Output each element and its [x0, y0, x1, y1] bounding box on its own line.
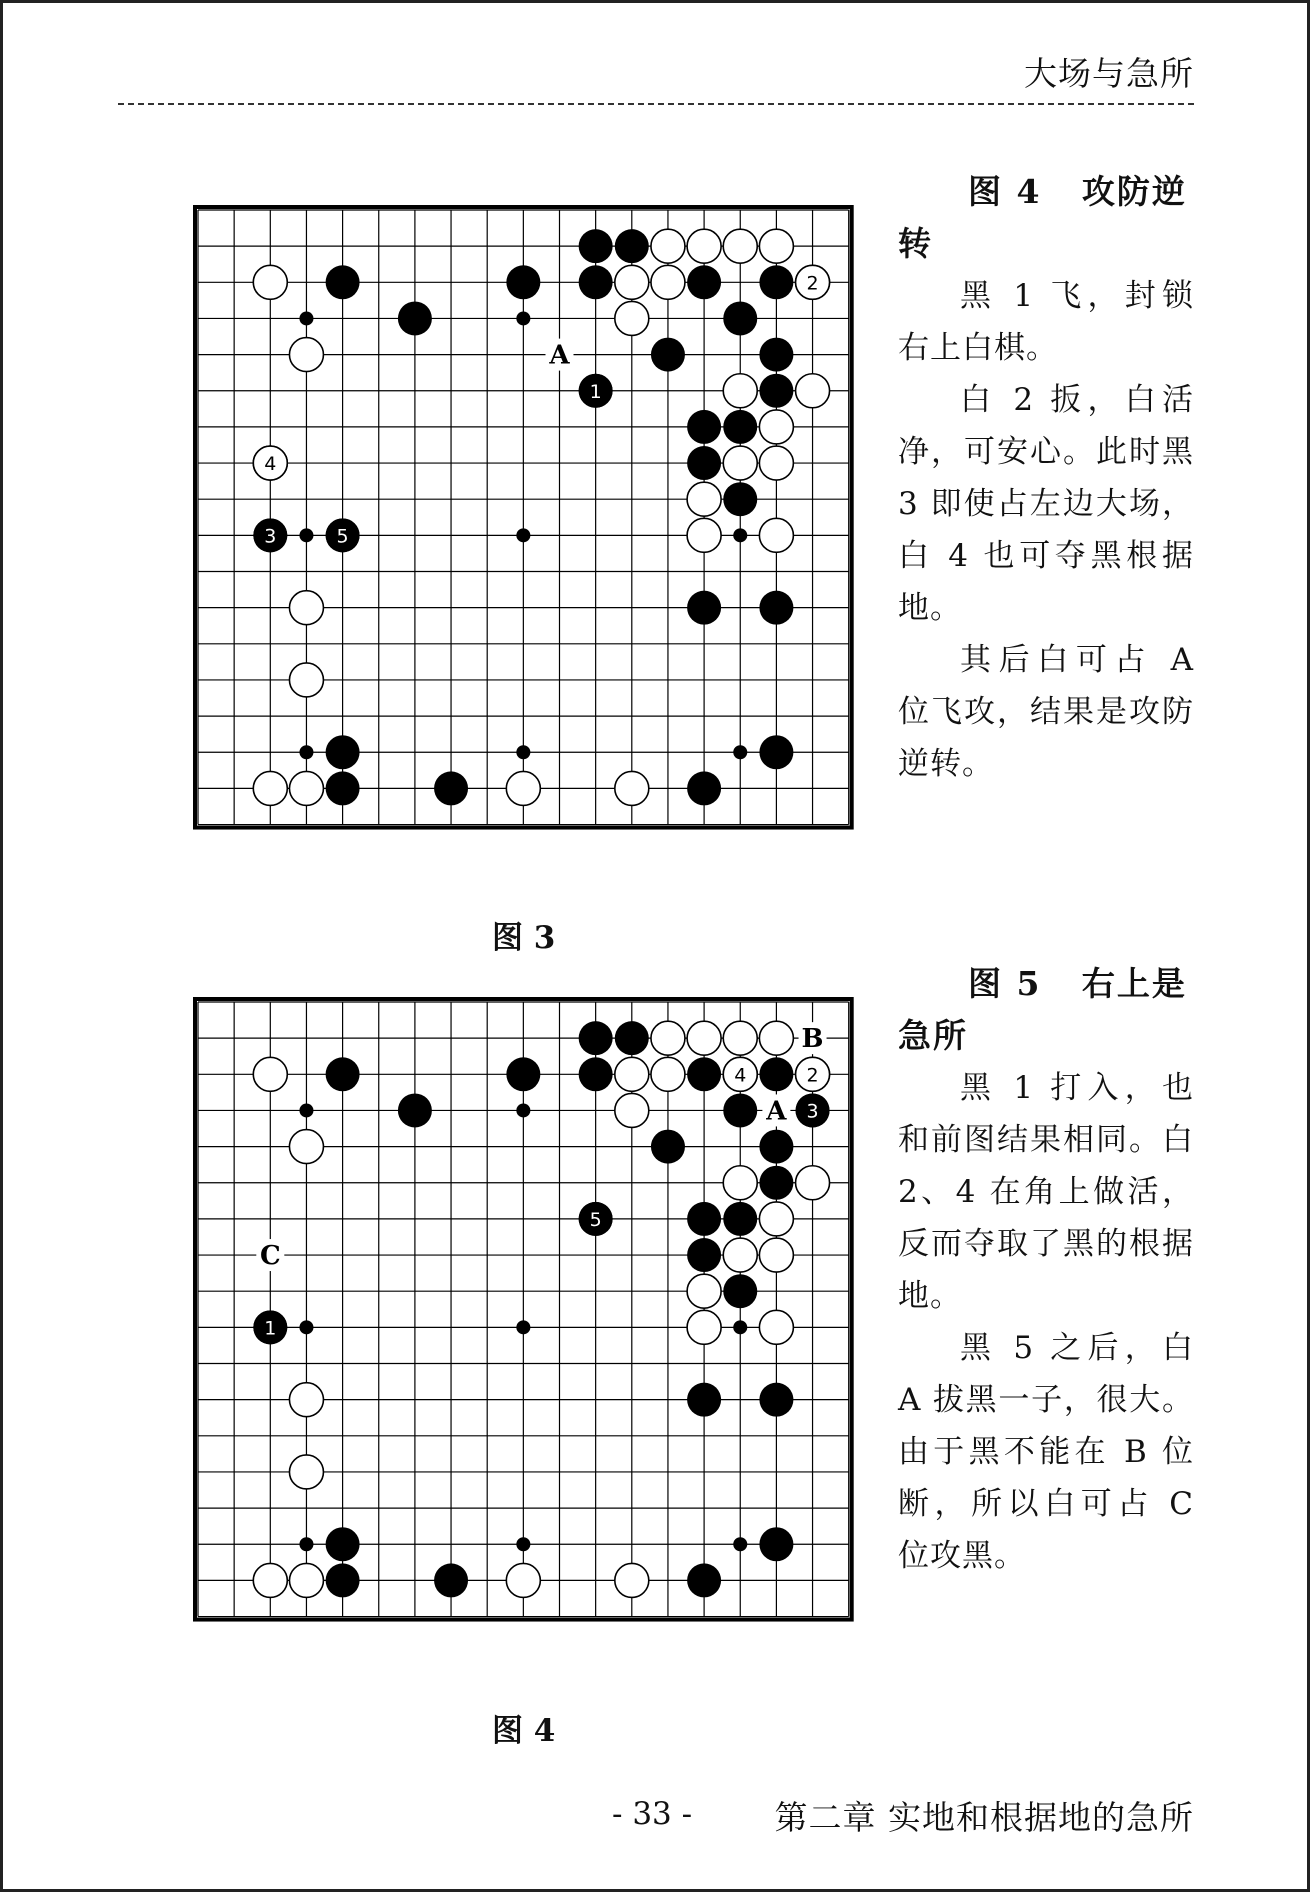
black-stone [615, 229, 649, 263]
black-stone [687, 1057, 721, 1091]
white-stone [759, 1238, 793, 1272]
black-stone [759, 265, 793, 299]
black-stone [434, 1563, 468, 1597]
position-mark: B [801, 1024, 824, 1055]
commentary-heading [898, 958, 1194, 1062]
white-stone [615, 1057, 649, 1091]
white-stone [289, 663, 323, 697]
white-stone [759, 518, 793, 552]
white-stone [615, 1563, 649, 1597]
hoshi-point [516, 1103, 530, 1117]
white-stone [506, 1563, 540, 1597]
black-stone [687, 446, 721, 480]
white-stone [723, 1166, 757, 1200]
black-stone [759, 735, 793, 769]
white-stone [759, 1021, 793, 1055]
hoshi-point [299, 311, 313, 325]
black-stone [759, 374, 793, 408]
position-mark: C [259, 1241, 281, 1272]
black-stone [723, 301, 757, 335]
white-stone [796, 1166, 830, 1200]
figure-caption: 图 3 [492, 920, 556, 956]
white-stone [687, 1310, 721, 1344]
commentary-figure-4 [898, 166, 1194, 790]
hoshi-point [299, 745, 313, 759]
hoshi-point [733, 528, 747, 542]
position-mark: A [766, 1096, 787, 1127]
position-mark: A [549, 340, 570, 371]
hoshi-point [516, 1320, 530, 1334]
hoshi-point [733, 745, 747, 759]
white-stone [289, 771, 323, 805]
black-stone [579, 1057, 613, 1091]
black-stone [687, 1202, 721, 1236]
black-stone [326, 265, 360, 299]
white-stone [253, 265, 287, 299]
heading-figure-number: 图 4 [968, 172, 1042, 211]
commentary-figure-5 [898, 958, 1194, 1582]
hoshi-point [299, 1537, 313, 1551]
white-stone [651, 1021, 685, 1055]
black-stone [723, 482, 757, 516]
white-stone [253, 1563, 287, 1597]
black-stone [326, 1057, 360, 1091]
white-stone [289, 1563, 323, 1597]
white-stone [253, 1057, 287, 1091]
black-stone [759, 1130, 793, 1164]
black-stone [398, 301, 432, 335]
white-stone [759, 410, 793, 444]
black-stone [723, 1202, 757, 1236]
black-stone [759, 1383, 793, 1417]
black-stone [723, 410, 757, 444]
black-stone [579, 229, 613, 263]
white-stone [289, 591, 323, 625]
page-number: - 33 - [612, 1796, 693, 1832]
black-stone [506, 265, 540, 299]
black-stone [651, 1130, 685, 1164]
move-number: 4 [264, 453, 277, 476]
white-stone [289, 1383, 323, 1417]
hoshi-point [516, 745, 530, 759]
white-stone [687, 482, 721, 516]
black-stone [687, 591, 721, 625]
white-stone [687, 229, 721, 263]
black-stone [759, 591, 793, 625]
commentary-paragraph: 黑 1 打入，也和前图结果相同。白 2、4 在角上做活，反而夺取了黑的根据地。 [898, 1070, 1194, 1314]
hoshi-point [516, 311, 530, 325]
black-stone [651, 338, 685, 372]
black-stone [759, 1527, 793, 1561]
black-stone [687, 410, 721, 444]
commentary-paragraph: 黑 1 飞，封锁右上白棋。 [898, 278, 1194, 366]
heading-title: 右上是急所 [898, 964, 1187, 1055]
hoshi-point [733, 1537, 747, 1551]
move-number: 5 [589, 1208, 602, 1231]
chapter-title: 第二章 实地和根据地的急所 [774, 1798, 1194, 1837]
figure-caption: 图 4 [492, 1713, 556, 1749]
white-stone [759, 446, 793, 480]
commentary-paragraph: 白 2 扳，白活净，可安心。此时黑 3 即使占左边大场，白 4 也可夺黑根据地。 [898, 382, 1194, 626]
go-board-figure-4 [198, 1002, 852, 1652]
black-stone [687, 1238, 721, 1272]
header-divider [118, 103, 1194, 105]
hoshi-point [516, 1537, 530, 1551]
heading-figure-number: 图 5 [968, 964, 1042, 1003]
white-stone [759, 1202, 793, 1236]
move-number: 2 [806, 1064, 819, 1087]
black-stone [434, 771, 468, 805]
move-number: 1 [264, 1317, 277, 1340]
black-stone [687, 265, 721, 299]
heading-title: 攻防逆转 [898, 172, 1187, 263]
black-stone [723, 1093, 757, 1127]
black-stone [615, 1021, 649, 1055]
black-stone [723, 1274, 757, 1308]
move-number: 4 [734, 1064, 747, 1087]
black-stone [326, 735, 360, 769]
black-stone [579, 1021, 613, 1055]
hoshi-point [299, 1103, 313, 1117]
white-stone [723, 374, 757, 408]
black-stone [579, 265, 613, 299]
white-stone [253, 771, 287, 805]
commentary-heading [898, 166, 1194, 270]
black-stone [506, 1057, 540, 1091]
black-stone [759, 1166, 793, 1200]
black-stone [687, 771, 721, 805]
commentary-paragraph: 其后白可占 A 位飞攻，结果是攻防逆转。 [898, 642, 1194, 782]
black-stone [759, 1057, 793, 1091]
running-header: 大场与急所 [1024, 54, 1194, 93]
black-stone [687, 1563, 721, 1597]
move-number: 3 [806, 1100, 819, 1123]
black-stone [326, 1563, 360, 1597]
white-stone [615, 301, 649, 335]
white-stone [289, 338, 323, 372]
white-stone [506, 771, 540, 805]
white-stone [289, 1455, 323, 1489]
black-stone [398, 1093, 432, 1127]
white-stone [615, 771, 649, 805]
white-stone [723, 1238, 757, 1272]
move-number: 1 [589, 380, 602, 403]
white-stone [651, 1057, 685, 1091]
white-stone [723, 446, 757, 480]
white-stone [615, 1093, 649, 1127]
commentary-paragraph: 黑 5 之后，白 A 拔黑一子，很大。由于黑不能在 B 位断，所以白可占 C 位攻黑。 [898, 1330, 1194, 1574]
black-stone [687, 1383, 721, 1417]
white-stone [723, 229, 757, 263]
move-number: 2 [806, 272, 819, 295]
white-stone [723, 1021, 757, 1055]
move-number: 3 [264, 525, 277, 548]
white-stone [687, 1021, 721, 1055]
black-stone [326, 1527, 360, 1561]
white-stone [759, 1310, 793, 1344]
move-number: 5 [336, 525, 349, 548]
hoshi-point [299, 1320, 313, 1334]
white-stone [615, 265, 649, 299]
hoshi-point [516, 528, 530, 542]
black-stone [326, 771, 360, 805]
hoshi-point [733, 1320, 747, 1334]
white-stone [796, 374, 830, 408]
white-stone [759, 229, 793, 263]
go-board-figure-3 [198, 210, 852, 860]
hoshi-point [299, 528, 313, 542]
white-stone [289, 1130, 323, 1164]
white-stone [687, 1274, 721, 1308]
black-stone [759, 338, 793, 372]
white-stone [687, 518, 721, 552]
white-stone [651, 265, 685, 299]
white-stone [651, 229, 685, 263]
